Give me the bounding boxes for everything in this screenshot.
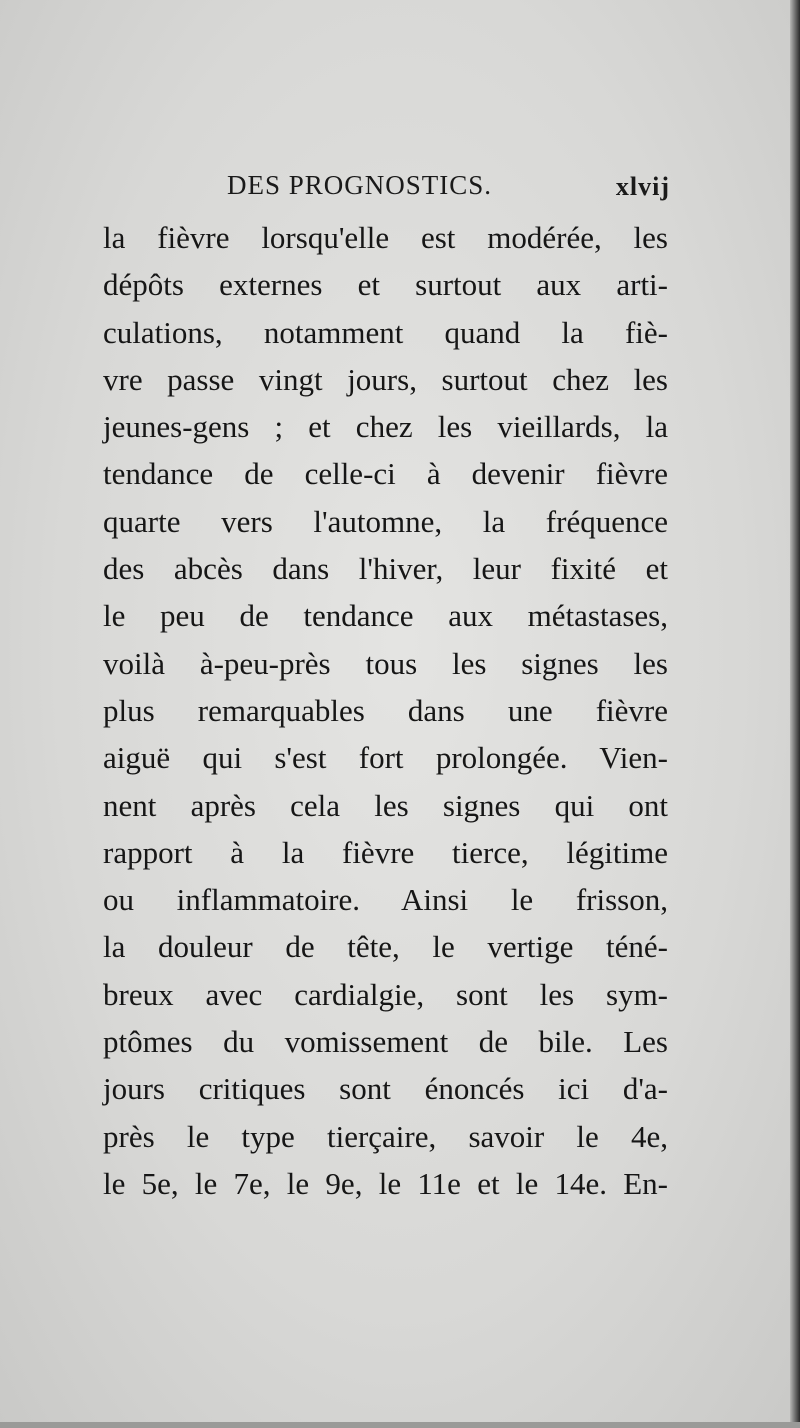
page-edge-bottom <box>0 1422 800 1428</box>
text-line: tendance de celle-ci à devenir fièvre <box>103 456 668 492</box>
running-head-title: DES PROGNOSTICS. <box>227 170 493 200</box>
text-line: breux avec cardialgie, sont les sym- <box>103 976 668 1012</box>
text-line: aiguë qui s'est fort prolongée. Vien- <box>103 740 668 776</box>
text-line: ptômes du vomissement de bile. Les <box>103 1024 668 1060</box>
text-line: jours critiques sont énoncés ici d'a- <box>103 1071 668 1107</box>
text-line: le 5e, le 7e, le 9e, le 11e et le 14e. En- <box>103 1165 668 1201</box>
text-line: culations, notamment quand la fiè- <box>103 314 668 350</box>
running-head <box>100 170 670 210</box>
text-line: plus remarquables dans une fièvre <box>103 692 668 728</box>
text-line: la fièvre lorsqu'elle est modérée, les <box>103 220 668 255</box>
text-line: la douleur de tête, le vertige téné- <box>103 929 668 965</box>
text-line: près le type tierçaire, savoir le 4e, <box>103 1118 668 1154</box>
text-line: dépôts externes et surtout aux arti- <box>103 267 668 303</box>
text-line: ou inflammatoire. Ainsi le frisson, <box>103 882 668 918</box>
text-line: le peu de tendance aux métastases, <box>103 598 668 634</box>
body-text <box>103 214 668 1207</box>
text-line: jeunes-gens ; et chez les vieillards, la <box>103 409 668 445</box>
text-line: voilà à-peu-près tous les signes les <box>103 645 668 681</box>
page-edge-right <box>790 0 800 1428</box>
page-number: xlvij <box>615 172 670 201</box>
text-line: vre passe vingt jours, surtout chez les <box>103 361 668 397</box>
text-line: des abcès dans l'hiver, leur fixité et <box>103 551 668 587</box>
text-line: quarte vers l'automne, la fréquence <box>103 503 668 539</box>
text-line: nent après cela les signes qui ont <box>103 787 668 823</box>
text-line: rapport à la fièvre tierce, légitime <box>103 834 668 870</box>
